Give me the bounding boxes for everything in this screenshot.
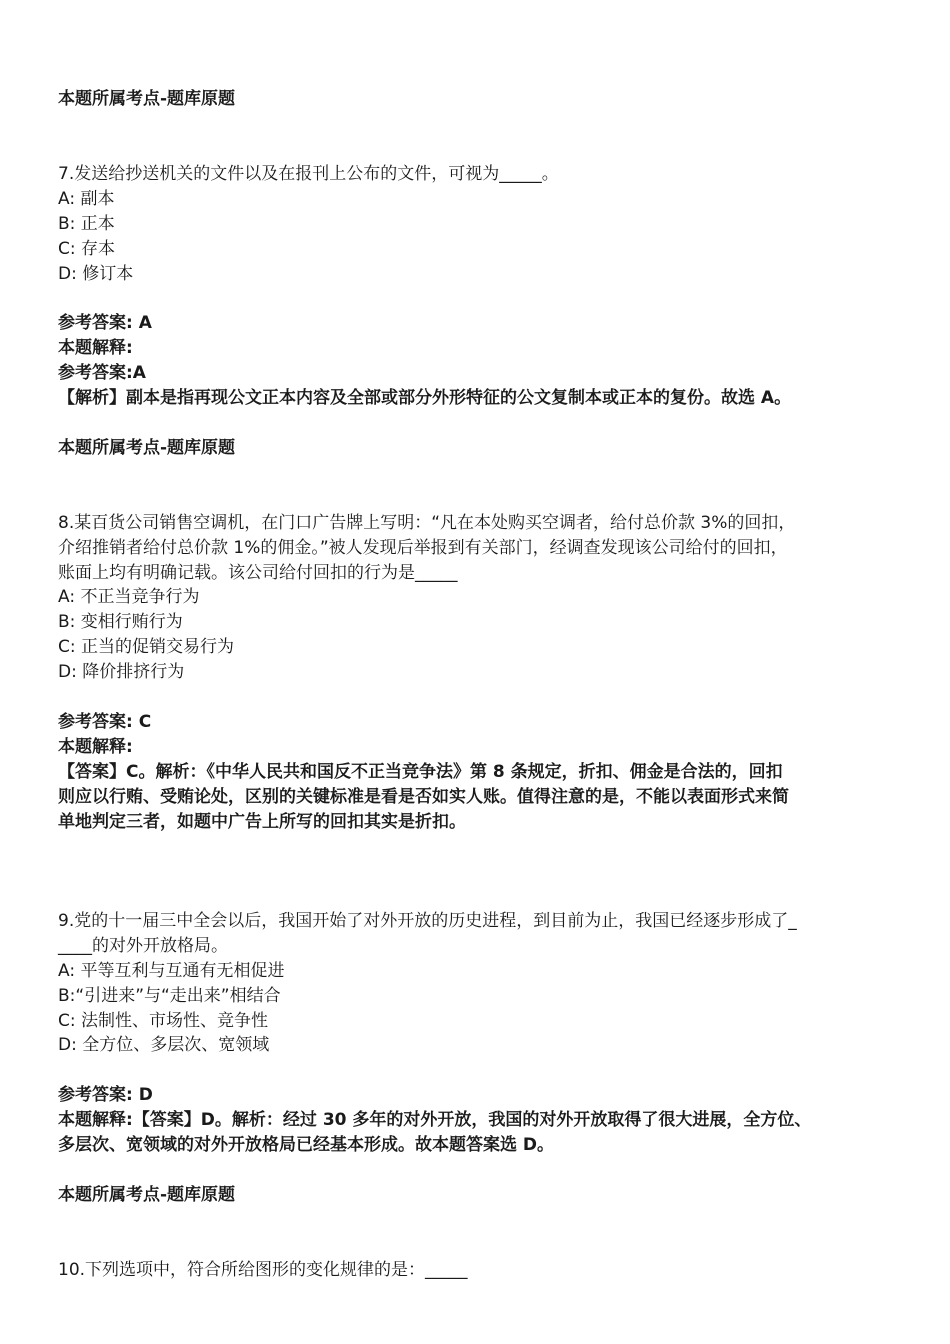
q8-explain-label: 本题解释: — [58, 737, 133, 757]
q8-explanation-line-2: 则应以行贿、受贿论处，区别的关键标准是看是否如实人账。值得注意的是，不能以表面形式来简 — [58, 787, 789, 807]
q7-option-a: A: 副本 — [58, 189, 115, 209]
q7-explanation: 【解析】副本是指再现公文正本内容及全部或部分外形特征的公文复制本或正本的复份。故选 A。 — [58, 388, 792, 408]
q8-option-a: A: 不正当竞争行为 — [58, 587, 200, 607]
q9-option-a: A: 平等互利与互通有无相促进 — [58, 961, 285, 981]
q9-option-b: B:“引进来”与“走出来”相结合 — [58, 986, 281, 1006]
question-7: 7.发送给抄送机关的文件以及在报刊上公布的文件，可视为_____。 — [58, 164, 559, 184]
q9-explanation-line-2: 多层次、宽领域的对外开放格局已经基本形成。故本题答案选 D。 — [58, 1135, 555, 1155]
topic-label: 本题所属考点-题库原题 — [58, 89, 236, 109]
question-10: 10.下列选项中，符合所给图形的变化规律的是：_____ — [58, 1260, 468, 1280]
q8-explanation-line-1: 【答案】C。解析：《中华人民共和国反不正当竞争法》第 8 条规定，折扣、佣金是合法的，回扣 — [58, 762, 783, 782]
q7-option-c: C: 存本 — [58, 239, 116, 259]
question-9-line-1: 9.党的十一届三中全会以后，我国开始了对外开放的历史进程，到目前为止，我国已经逐步形成了_ — [58, 911, 797, 931]
q7-option-d: D: 修订本 — [58, 264, 134, 284]
q9-option-d: D: 全方位、多层次、宽领域 — [58, 1035, 270, 1055]
q9-explanation-line-1: 本题解释:【答案】D。解析：经过 30 多年的对外开放，我国的对外开放取得了很大进展，全方位、 — [58, 1110, 812, 1130]
q8-answer: 参考答案: C — [58, 712, 152, 732]
q7-answer: 参考答案: A — [58, 313, 152, 333]
q8-explanation-line-3: 单地判定三者，如题中广告上所写的回扣其实是折扣。 — [58, 812, 466, 832]
question-8-line-1: 8.某百货公司销售空调机，在门口广告牌上写明：“凡在本处购买空调者，给付总价款 3%的回扣， — [58, 513, 796, 533]
q7-option-b: B: 正本 — [58, 214, 115, 234]
q7-explain-label: 本题解释: — [58, 338, 133, 358]
q8-option-b: B: 变相行贿行为 — [58, 612, 183, 632]
q9-option-c: C: 法制性、市场性、竞争性 — [58, 1011, 269, 1031]
question-9-line-2: ____的对外开放格局。 — [58, 936, 228, 956]
question-8-line-3: 账面上均有明确记载。该公司给付回扣的行为是_____ — [58, 563, 458, 583]
q8-option-d: D: 降价排挤行为 — [58, 662, 185, 682]
q7-topic: 本题所属考点-题库原题 — [58, 438, 236, 458]
q9-answer: 参考答案: D — [58, 1085, 153, 1105]
q7-answer-repeat: 参考答案:A — [58, 363, 146, 383]
question-8-line-2: 介绍推销者给付总价款 1%的佣金。”被人发现后举报到有关部门，经调查发现该公司给付的回扣， — [58, 538, 788, 558]
q9-topic: 本题所属考点-题库原题 — [58, 1185, 236, 1205]
q8-option-c: C: 正当的促销交易行为 — [58, 637, 235, 657]
